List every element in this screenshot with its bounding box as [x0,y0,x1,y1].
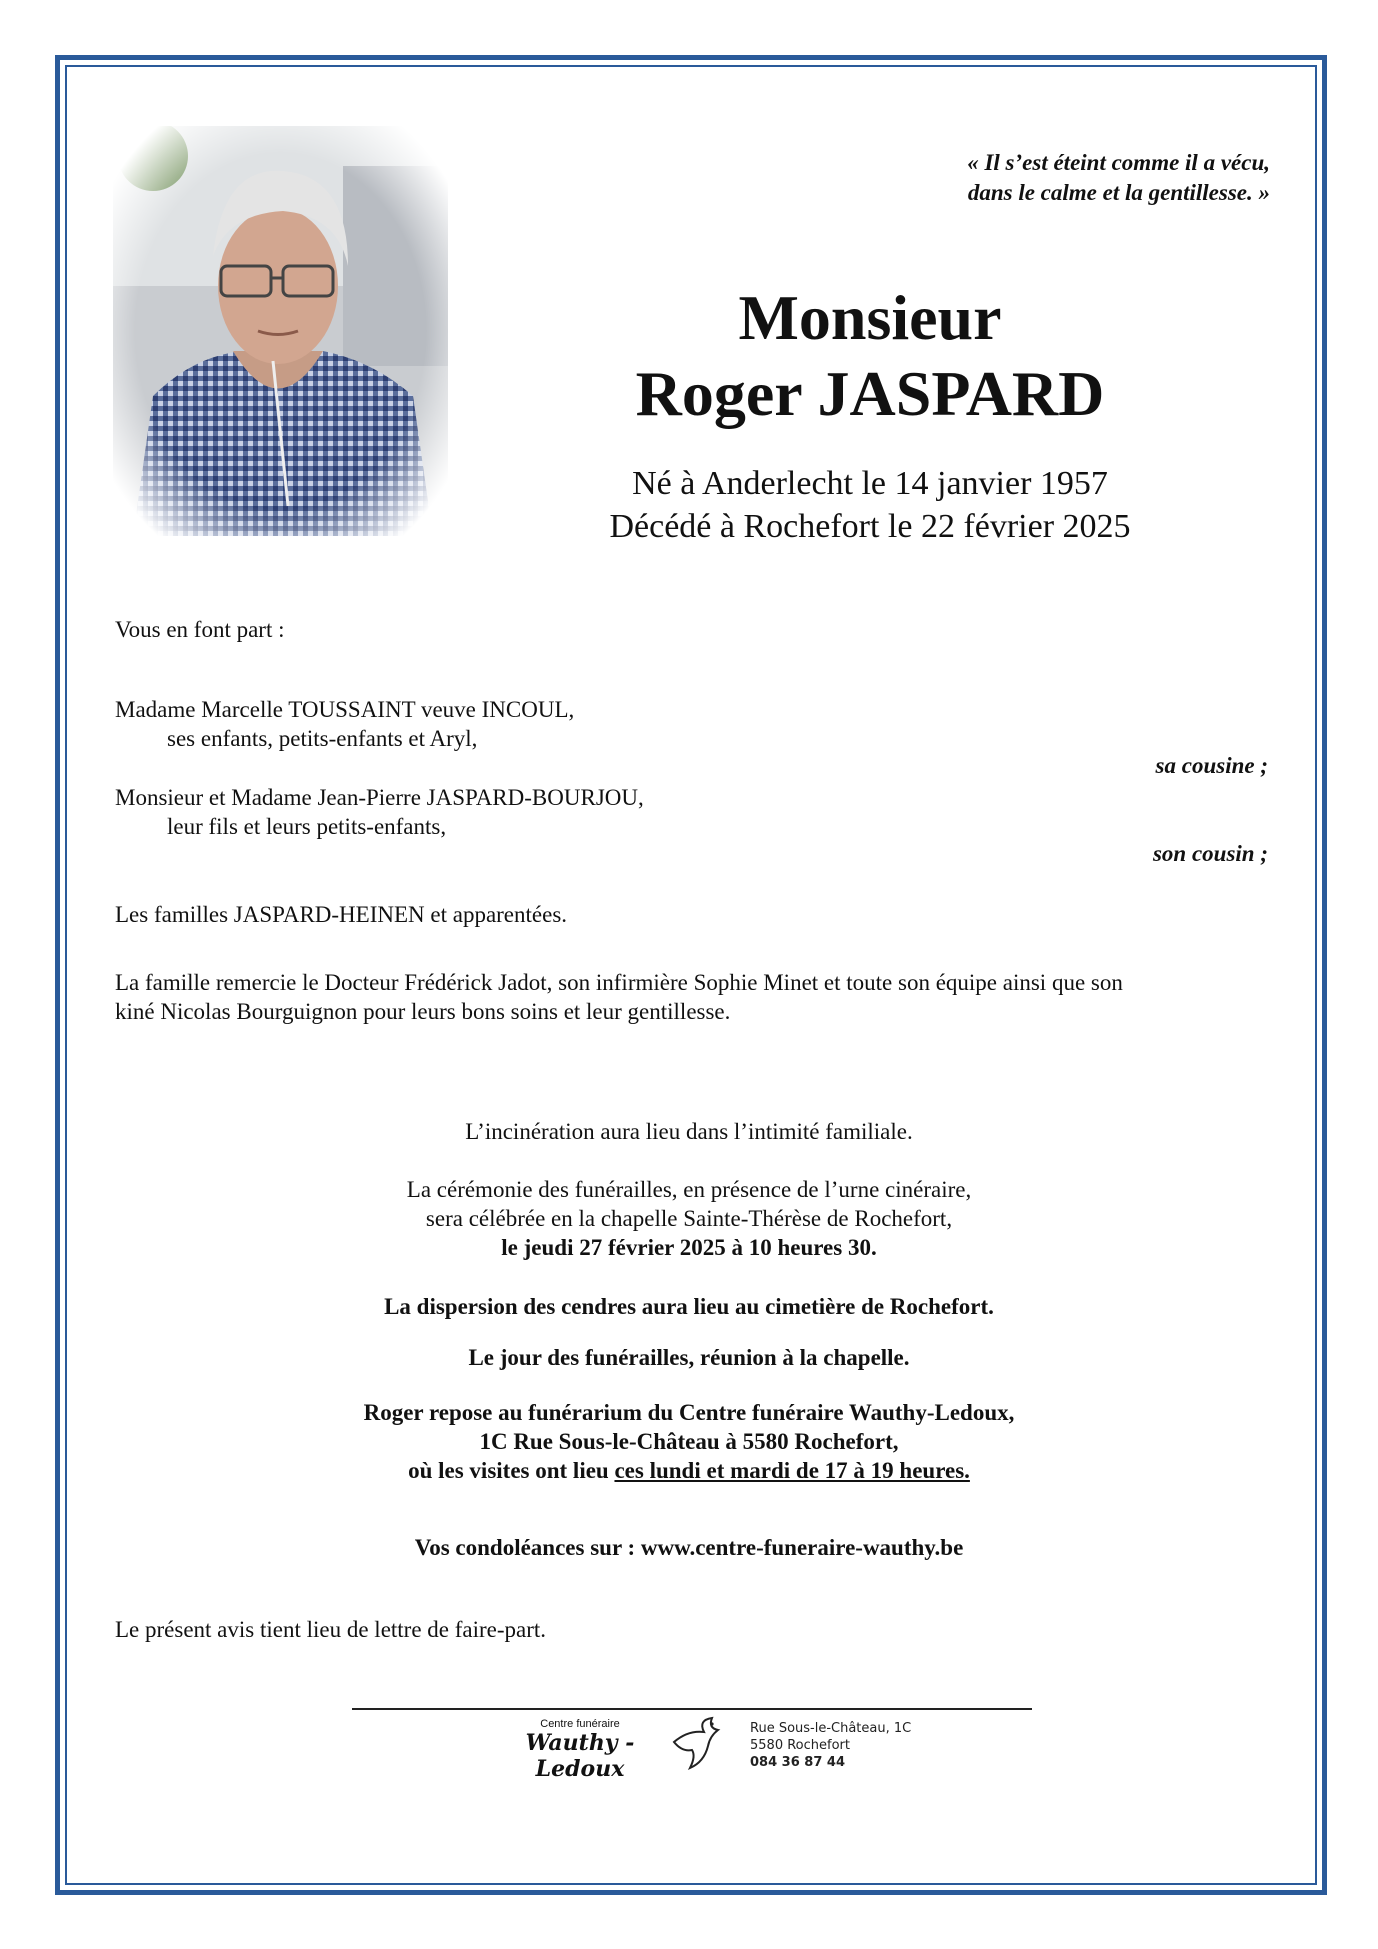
birth-line: Né à Anderlecht le 14 janvier 1957 [632,465,1108,502]
thanks-line-2: kiné Nicolas Bourguignon pour leurs bons soins et leur gentillesse. [115,999,731,1024]
honorific: Monsieur [738,282,1002,353]
address-line-2: 5580 Rochefort [750,1738,850,1753]
announcement-intro: Vous en font part : [115,617,285,642]
visits-line [113,1456,1265,1485]
dove-icon [668,1712,724,1777]
visits-hours: ces lundi et mardi de 17 à 19 heures. [614,1458,970,1483]
repose-line-2: 1C Rue Sous-le-Château à 5580 Rochefort, [479,1429,899,1454]
repose-line-1: Roger repose au funérarium du Centre funéraire Wauthy-Ledoux, [363,1400,1015,1425]
family-entry [115,783,644,841]
phone-number: 084 36 87 44 [750,1755,845,1770]
ceremony-line-1: La cérémonie des funérailles, en présence de l’urne cinéraire, [406,1177,972,1202]
deceased-name: Roger JASPARD [635,358,1105,429]
ceremony-line-2: sera célébrée en la chapelle Sainte-Thérèse de Rochefort, [425,1206,953,1231]
life-dates [560,462,1180,548]
family-line-2: leur fils et leurs petits-enfants, [167,814,447,839]
deceased-name-block [560,280,1180,548]
dispersion-line: La dispersion des cendres aura lieu au cimetière de Rochefort. [384,1294,994,1319]
incineration-line: L’incinération aura lieu dans l’intimité familiale. [465,1119,913,1144]
death-line: Décédé à Rochefort le 22 février 2025 [609,508,1131,545]
reunion-line: Le jour des funérailles, réunion à la chapelle. [468,1345,910,1370]
quote [967,148,1270,208]
portrait-photo [113,126,448,536]
address-line-1: Rue Sous-le-Château, 1C [750,1721,912,1736]
closing-line: Le présent avis tient lieu de lettre de faire-part. [115,1617,547,1642]
thanks-paragraph [115,968,1123,1026]
funeral-home-address [750,1720,911,1771]
logo-name: Wauthy - Ledoux [525,1730,635,1782]
footer-divider [352,1708,1032,1710]
family-line-1: Madame Marcelle TOUSSAINT veuve INCOUL, [115,697,575,722]
logo-small-text: Centre funéraire [540,1718,620,1730]
condolences-line: Vos condoléances sur : www.centre-funeraire-wauthy.be [414,1535,964,1560]
thanks-line-1: La famille remercie le Docteur Frédérick Jadot, son infirmière Sophie Minet et toute son équipe ainsi que son [115,970,1123,995]
families-line: Les familles JASPARD-HEINEN et apparentées. [115,902,568,927]
visits-prefix: où les visites ont lieu [408,1458,609,1483]
family-line-2: ses enfants, petits-enfants et Aryl, [167,726,478,751]
quote-line-2: dans le calme et la gentillesse. » [967,180,1270,205]
ceremony-date: le jeudi 27 février 2025 à 10 heures 30. [501,1235,877,1260]
family-line-1: Monsieur et Madame Jean-Pierre JASPARD-BOURJOU, [115,785,644,810]
funeral-home-logo [490,1718,670,1782]
ceremony-paragraph [113,1175,1265,1262]
family-relation: son cousin ; [1152,841,1268,866]
family-relation: sa cousine ; [1155,753,1268,778]
family-entry [115,695,574,753]
repose-paragraph [113,1398,1265,1485]
quote-line-1: « Il s’est éteint comme il a vécu, [967,150,1270,175]
